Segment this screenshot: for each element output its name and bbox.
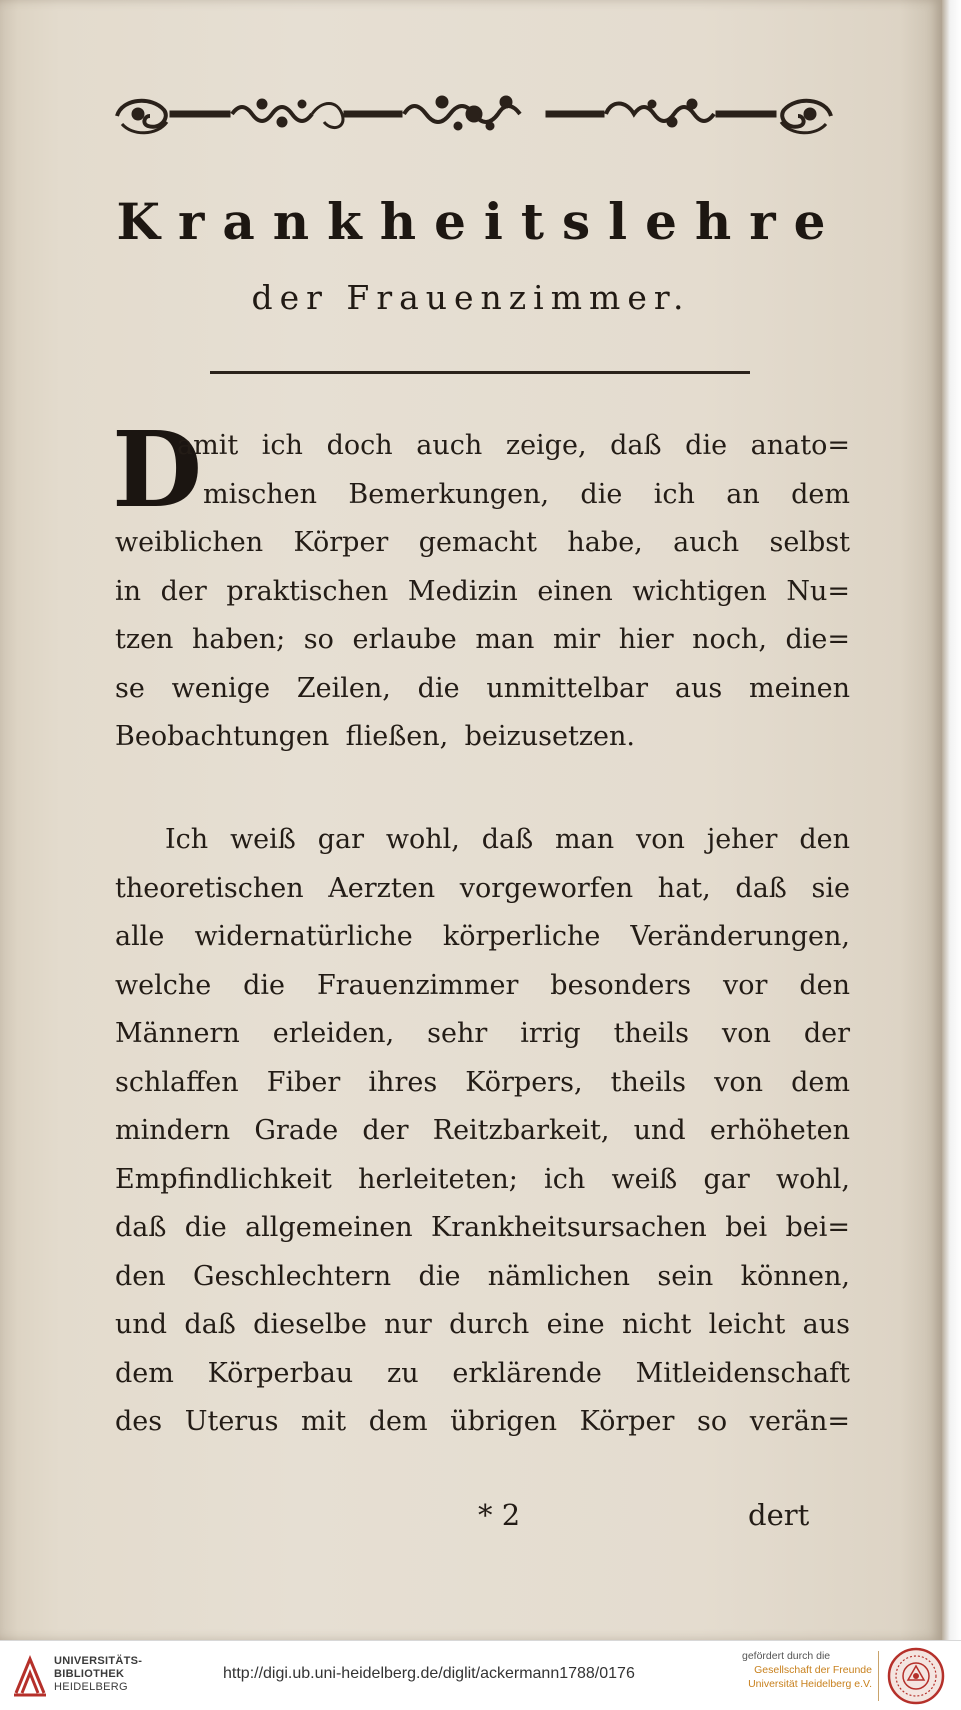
text-line: weiblichen Körper gemacht habe, auch selbst bbox=[115, 527, 850, 558]
funded-by-label: gefördert durch die bbox=[742, 1650, 831, 1662]
page-subtitle: der Frauenzimmer. bbox=[251, 278, 691, 317]
footer-divider bbox=[878, 1651, 879, 1701]
text-line: und daß dieselbe nur durch eine nicht leicht aus bbox=[115, 1309, 850, 1340]
paragraph-2 bbox=[115, 812, 850, 1472]
text-line: des Uterus mit dem übrigen Körper so verän= bbox=[115, 1406, 850, 1437]
text-line: Männern erleiden, sehr irrig theils von der bbox=[115, 1018, 850, 1049]
text-line: mindern Grade der Reitzbarkeit, und erhöheten bbox=[115, 1115, 850, 1146]
text-line: se wenige Zeilen, die unmittelbar aus meinen bbox=[115, 672, 850, 704]
text-line: Empfindlichkeit herleiteten; ich weiß gar wohl, bbox=[115, 1163, 850, 1195]
title-divider bbox=[210, 371, 750, 374]
library-name-line1: UNIVERSITÄTS- bbox=[54, 1655, 143, 1667]
page-title: Krankheitslehre bbox=[116, 192, 844, 251]
funding-note bbox=[742, 1649, 872, 1691]
drop-cap: D bbox=[112, 408, 203, 531]
text-line: welche die Frauenzimmer besonders vor den bbox=[115, 969, 850, 1001]
signature-mark: * 2 bbox=[478, 1498, 521, 1532]
text-line: den Geschlechtern die nämlichen sein können, bbox=[115, 1260, 850, 1292]
catchword: dert bbox=[748, 1498, 810, 1532]
university-seal-icon bbox=[886, 1646, 946, 1706]
library-name bbox=[54, 1655, 142, 1694]
text-line: alle widernatürliche körperliche Veränderungen, bbox=[115, 921, 850, 952]
text-line: Ich weiß gar wohl, daß man von jeher den bbox=[165, 824, 850, 855]
library-logo-icon bbox=[10, 1653, 50, 1699]
text-line: tzen haben; so erlaube man mir hier noch, die= bbox=[115, 624, 850, 655]
library-name-line3: HEIDELBERG bbox=[54, 1681, 128, 1693]
text-line: Beobachtungen fließen, beizusetzen. bbox=[115, 721, 635, 752]
text-line: mischen Bemerkungen, die ich an dem bbox=[203, 478, 850, 510]
text-line: amit ich doch auch zeige, daß die anato= bbox=[177, 430, 850, 461]
society-name-line1: Gesellschaft der Freunde bbox=[754, 1664, 872, 1676]
text-line: schlaffen Fiber ihres Körpers, theils von dem bbox=[115, 1066, 850, 1098]
text-line: theoretischen Aerzten vorgeworfen hat, daß sie bbox=[115, 872, 850, 904]
page-edge bbox=[942, 0, 961, 1640]
permalink-url[interactable]: http://digi.ub.uni-heidelberg.de/diglit/ackermann1788/0176 bbox=[223, 1665, 635, 1682]
society-name-line2: Universität Heidelberg e.V. bbox=[748, 1678, 872, 1690]
text-line: in der praktischen Medizin einen wichtigen Nu= bbox=[115, 575, 850, 607]
library-name-line2: BIBLIOTHEK bbox=[54, 1668, 125, 1680]
text-line: daß die allgemeinen Krankheitsursachen bei bei= bbox=[115, 1212, 850, 1243]
footer-bar bbox=[0, 1640, 961, 1710]
text-line: dem Körperbau zu erklärende Mitleidenschaft bbox=[115, 1357, 850, 1389]
paragraph-1 bbox=[115, 418, 850, 758]
ornament-header-icon bbox=[112, 88, 836, 140]
